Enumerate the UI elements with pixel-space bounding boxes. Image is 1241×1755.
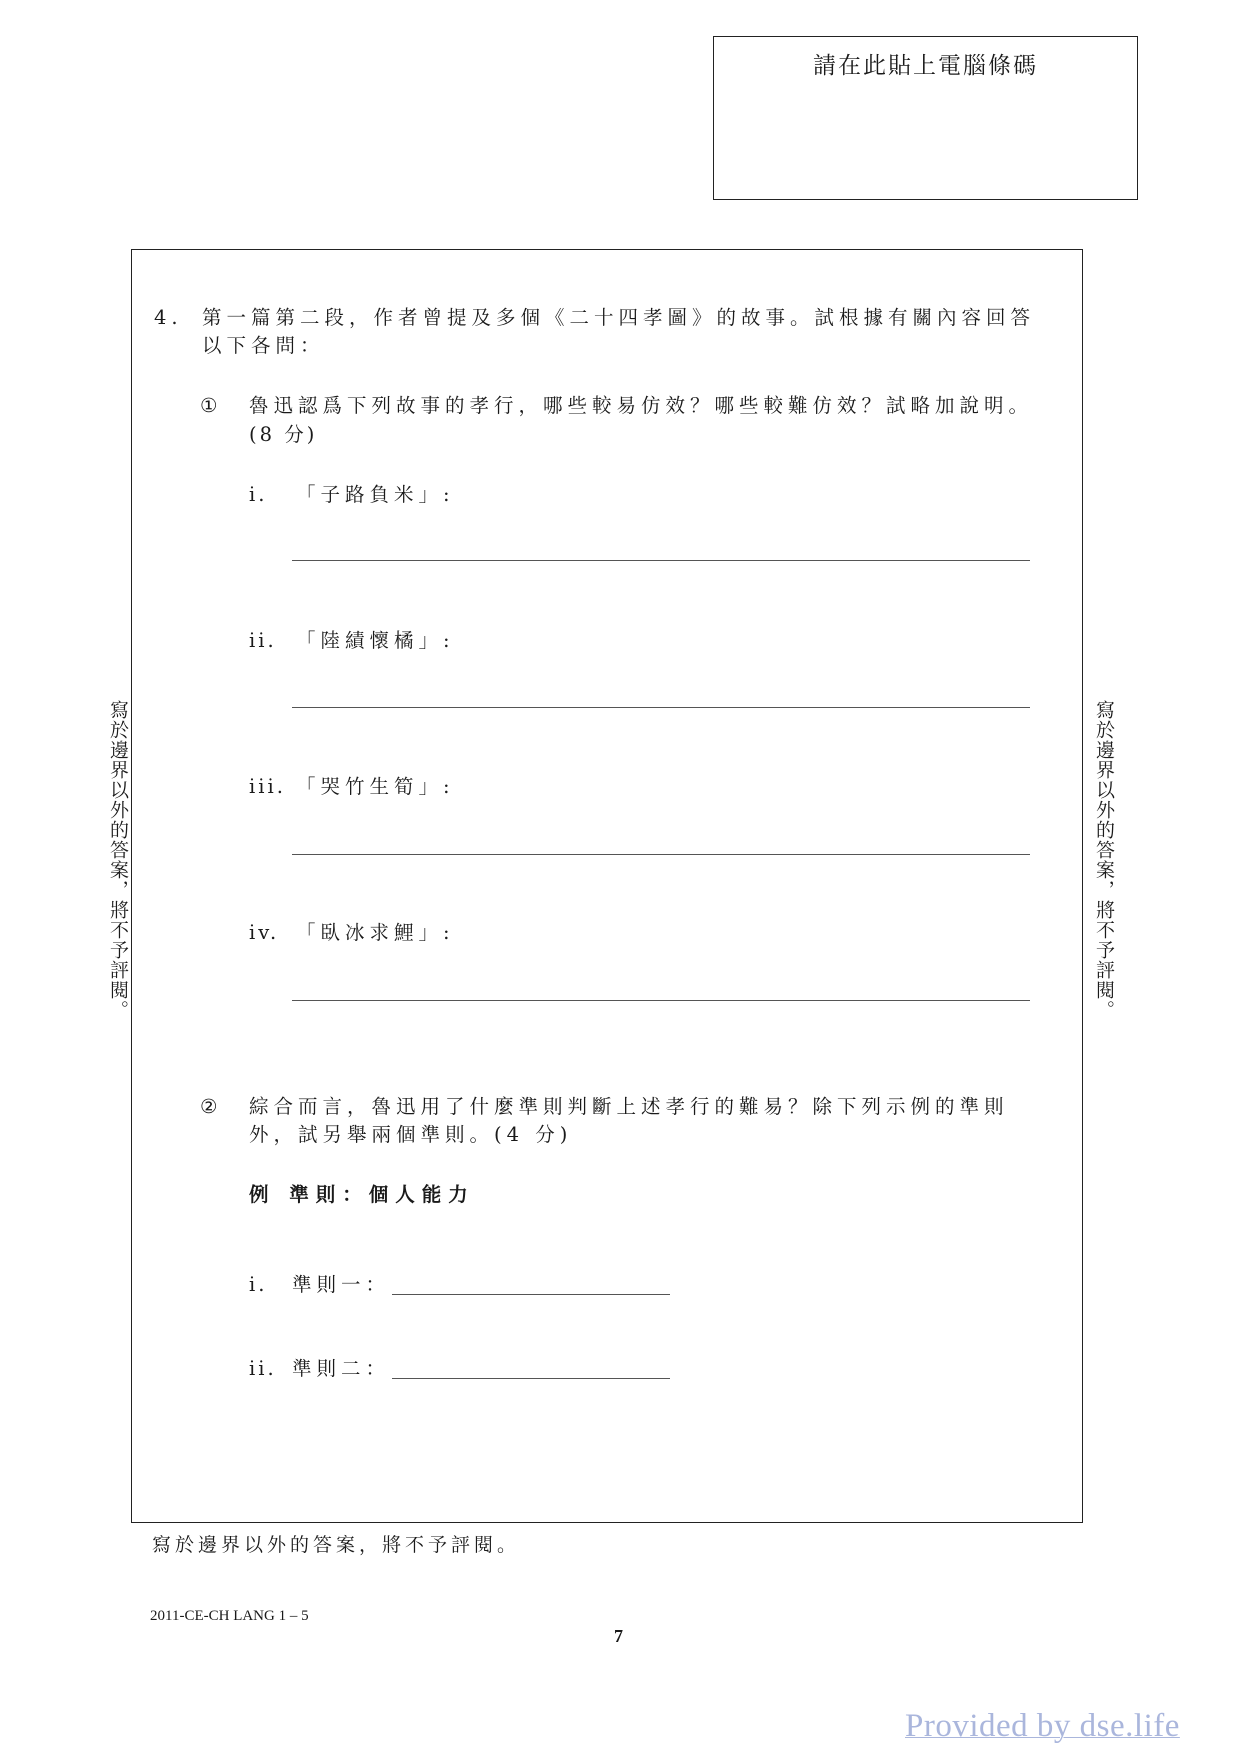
part2-marker: ② [200, 1095, 223, 1118]
part2-item-roman: ii. [249, 1357, 277, 1380]
part2-example: 例 準則：個人能力 [249, 1183, 475, 1206]
answer-line[interactable] [292, 560, 1030, 561]
part1-marker: ① [200, 394, 223, 417]
answer-line[interactable] [292, 1000, 1030, 1001]
part1-text-line1: 魯迅認爲下列故事的孝行，哪些較易仿效？哪些較難仿效？試略加說明。 [249, 394, 1034, 417]
question-text-line1: 第一篇第二段，作者曾提及多個《二十四孝圖》的故事。試根據有關內容回答 [202, 306, 1036, 329]
answer-area-frame [131, 249, 1083, 1523]
part2-text-line1: 綜合而言，魯迅用了什麼準則判斷上述孝行的難易？除下列示例的準則 [249, 1095, 1009, 1118]
part1-marks: (8 分) [249, 423, 318, 446]
question-text-line2: 以下各問： [202, 334, 325, 357]
part1-item-roman: i. [249, 483, 268, 506]
part1-item-label: 「哭竹生筍」: [296, 775, 455, 798]
part2-item-label: 準則一： [292, 1273, 391, 1296]
part1-item-roman: iv. [249, 921, 280, 944]
answer-line[interactable] [392, 1294, 670, 1295]
part1-item-roman: iii. [249, 775, 286, 798]
part1-item-label: 「陸績懷橘」: [296, 629, 455, 652]
barcode-sticker-box [713, 36, 1138, 200]
answer-line[interactable] [292, 854, 1030, 855]
page-number: 7 [614, 1626, 623, 1646]
barcode-label: 請在此貼上電腦條碼 [813, 53, 1038, 79]
footer-warning: 寫於邊界以外的答案，將不予評閱。 [152, 1534, 521, 1556]
part1-item-label: 「臥冰求鯉」: [296, 921, 455, 944]
right-margin-warning: 寫於邊界以外的答案，將不予評閱。 [1093, 700, 1115, 1020]
watermark-link[interactable]: Provided by dse.life [905, 1708, 1180, 1744]
answer-line[interactable] [292, 707, 1030, 708]
part1-item-label: 「子路負米」: [296, 483, 455, 506]
part2-item-label: 準則二： [292, 1357, 391, 1380]
question-number: 4. [154, 306, 183, 329]
paper-code: 2011-CE-CH LANG 1 – 5 [150, 1608, 309, 1624]
part1-item-roman: ii. [249, 629, 277, 652]
left-margin-warning: 寫於邊界以外的答案，將不予評閱。 [107, 700, 129, 1020]
part2-text-line2: 外，試另舉兩個準則。(4 分) [249, 1123, 573, 1146]
part2-item-roman: i. [249, 1273, 268, 1296]
answer-line[interactable] [392, 1378, 670, 1379]
